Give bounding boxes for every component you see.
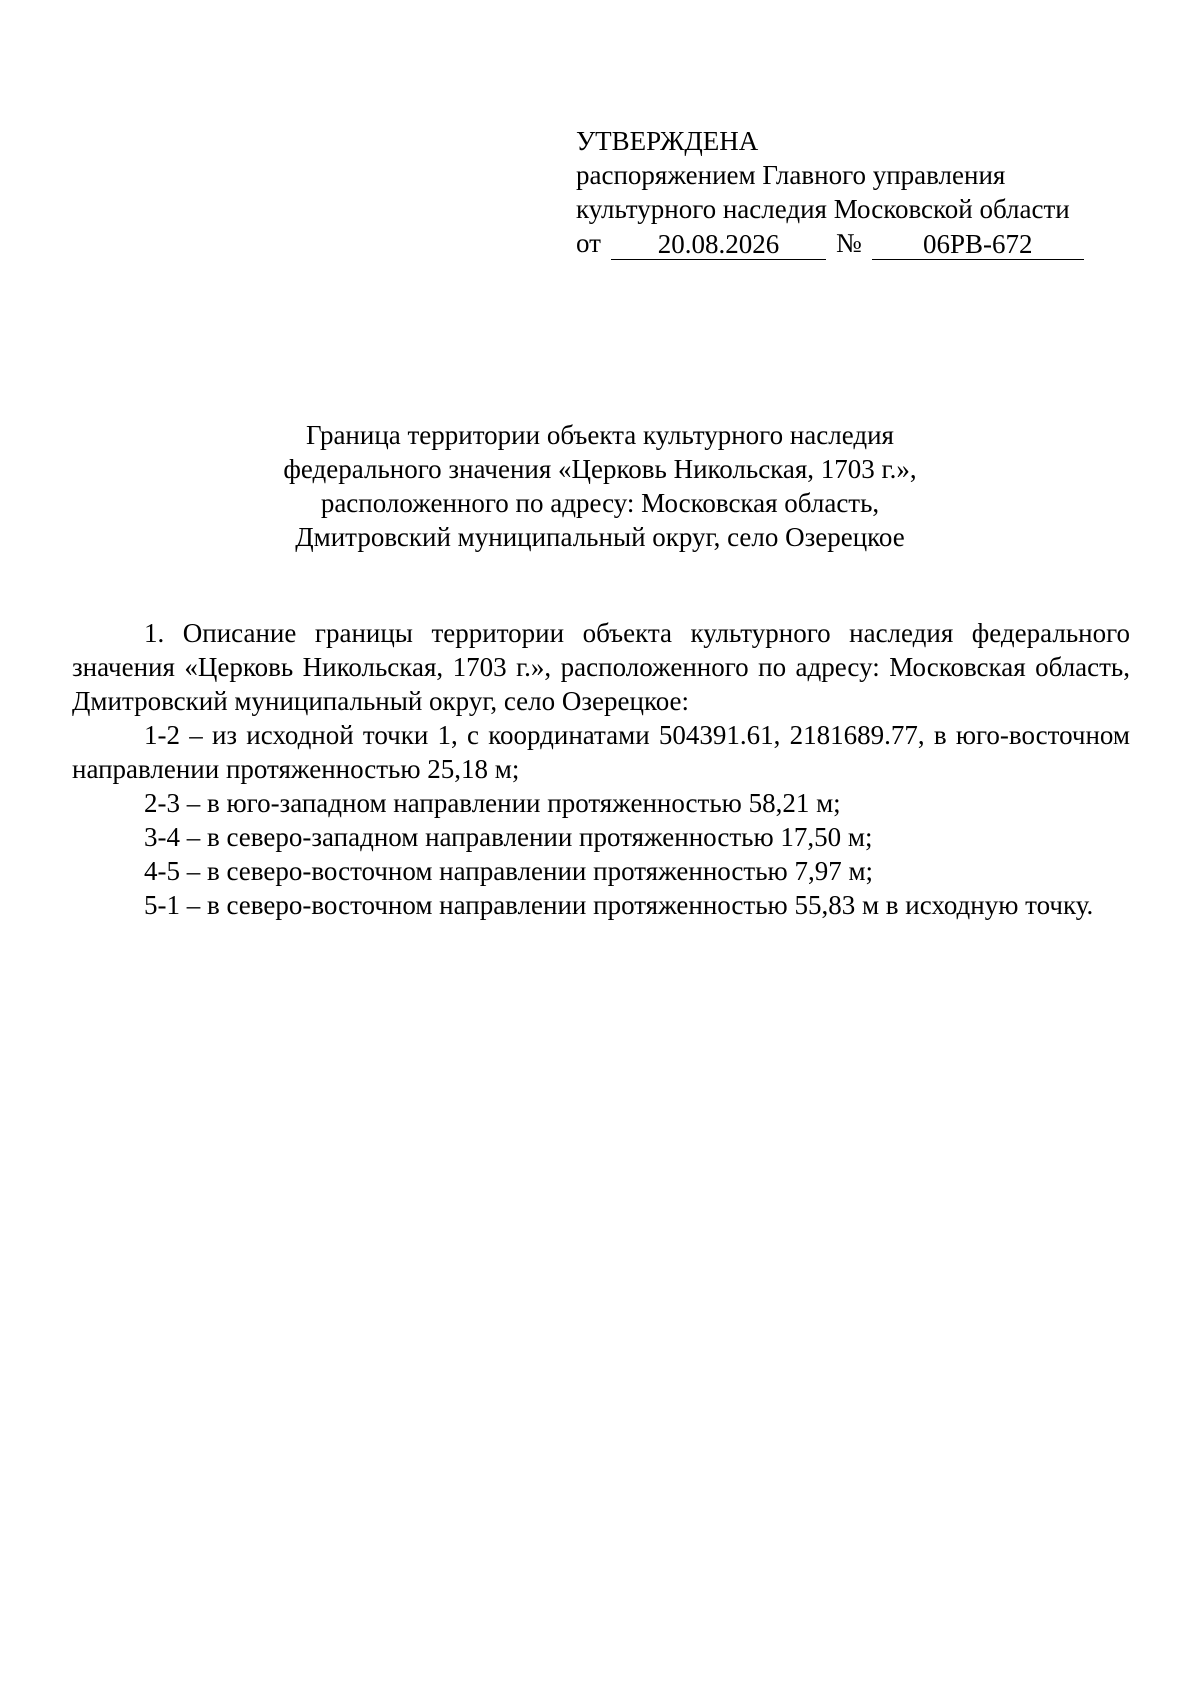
approval-line-1: распоряжением Главного управления xyxy=(576,160,1006,190)
approval-stamp-block xyxy=(576,124,1084,260)
boundary-description xyxy=(72,616,1130,922)
title-line-1: Граница территории объекта культурного наследия xyxy=(306,420,894,450)
paragraph-segment-4-5: 4-5 – в северо-восточном направлении протяженностью 7,97 м; xyxy=(144,856,874,886)
from-label: от xyxy=(576,228,601,258)
document-title xyxy=(0,418,1200,554)
approval-date-number-line xyxy=(576,226,1084,260)
approval-number: 06РВ-672 xyxy=(872,229,1084,260)
approval-heading: УТВЕРЖДЕНА xyxy=(576,126,759,156)
title-line-4: Дмитровский муниципальный округ, село Озерецкое xyxy=(295,522,905,552)
paragraph-segment-1-2: 1-2 – из исходной точки 1, с координатами 504391.61, 2181689.77, в юго-восточном направлении протяженностью 25,18 м; xyxy=(72,720,1130,784)
title-line-2: федерального значения «Церковь Никольская, 1703 г.», xyxy=(283,454,917,484)
paragraph-segment-5-1: 5-1 – в северо-восточном направлении протяженностью 55,83 м в исходную точку. xyxy=(144,890,1094,920)
paragraph-segment-2-3: 2-3 – в юго-западном направлении протяженностью 58,21 м; xyxy=(144,788,841,818)
paragraph-segment-3-4: 3-4 – в северо-западном направлении протяженностью 17,50 м; xyxy=(144,822,873,852)
paragraph-intro: 1. Описание границы территории объекта культурного наследия федерального значения «Церковь Никольская, 1703 г.», расположенного по адресу: Московская область, Дмитровский муниципальный округ, село Озерецкое: xyxy=(72,618,1130,716)
approval-date: 20.08.2026 xyxy=(611,229,826,260)
title-line-3: расположенного по адресу: Московская область, xyxy=(320,488,880,518)
number-label: № xyxy=(835,228,862,258)
approval-line-2: культурного наследия Московской области xyxy=(576,194,1070,224)
